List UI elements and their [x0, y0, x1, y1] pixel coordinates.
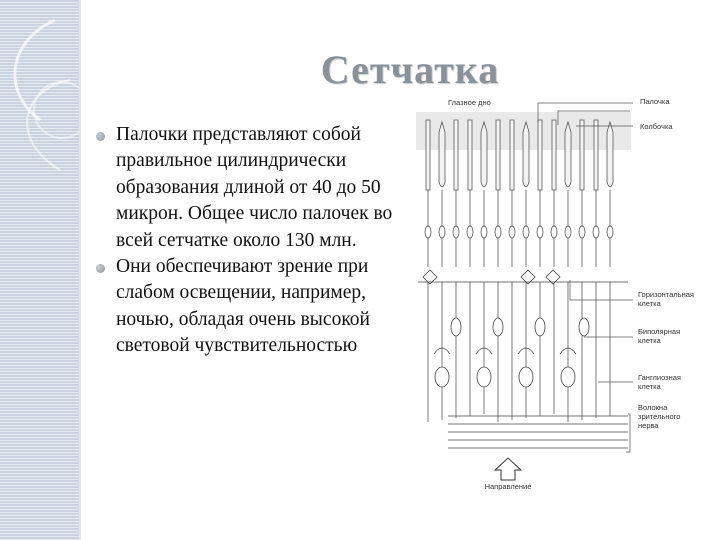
- rod-cell: [510, 120, 514, 190]
- rod-cell: [496, 120, 500, 190]
- cell-nucleus: [537, 226, 543, 238]
- ganglion-cell: [561, 367, 575, 387]
- bullet-item: [96, 254, 396, 360]
- label-fundus: Глазное дно: [448, 98, 491, 107]
- ganglion-cell: [435, 367, 449, 387]
- slide-title: Сетчатка: [320, 47, 500, 92]
- label-light-direction: Направление: [484, 482, 532, 491]
- cell-nucleus: [523, 226, 529, 238]
- cell-nucleus: [509, 226, 515, 238]
- sidebar-edge: [79, 0, 81, 540]
- bullet-text: Палочки представляют собой правильное цилиндрически образования длиной от 40 до 50 микрон. Общее число палочек во всей сетчатке около 130 млн.: [116, 124, 393, 251]
- rod-cell: [538, 120, 542, 190]
- bullet-icon: [96, 264, 105, 273]
- label-ganglion-cell-2: клетка: [638, 382, 661, 391]
- bipolar-cell: [451, 318, 461, 336]
- label-horizontal-cell: Горизонтальная: [638, 290, 694, 299]
- cell-nucleus: [425, 226, 431, 238]
- rod-cell: [580, 120, 584, 190]
- bullet-list: [96, 122, 396, 360]
- sidebar-swirl: [0, 0, 79, 540]
- bullet-item: [96, 122, 396, 254]
- label-nerve-fibers: Волокна: [638, 403, 668, 412]
- bullet-text: Они обеспечивают зрение при слабом освещении, например, ночью, обладая очень высокой световой чувствительностью: [116, 256, 370, 357]
- cell-nucleus: [495, 226, 501, 238]
- cell-nucleus: [551, 226, 557, 238]
- cone-cell: [607, 122, 613, 187]
- light-direction-arrow-icon: [495, 458, 521, 480]
- cone-cell: [523, 122, 529, 187]
- rod-cell: [468, 120, 472, 190]
- cone-cell: [439, 122, 445, 187]
- cell-nucleus: [453, 226, 459, 238]
- rod-cell: [454, 120, 458, 190]
- bullet-icon: [96, 132, 105, 141]
- ganglion-cell: [519, 367, 533, 387]
- cone-cell: [565, 122, 571, 187]
- cell-nucleus: [607, 226, 613, 238]
- rod-cell: [426, 120, 430, 190]
- label-nerve-fibers-2: зрительного: [638, 412, 681, 421]
- cell-nucleus: [579, 226, 585, 238]
- photoreceptor-cells: [423, 120, 613, 422]
- cone-cell: [481, 122, 487, 187]
- cell-nucleus: [481, 226, 487, 238]
- cell-nucleus: [565, 226, 571, 238]
- sidebar-decoration: [0, 0, 79, 540]
- bipolar-cell: [535, 318, 545, 336]
- label-rod: Палочка: [640, 97, 670, 106]
- cell-nucleus: [467, 226, 473, 238]
- label-cone: Колбочка: [640, 122, 673, 131]
- bipolar-cell: [493, 318, 503, 336]
- label-bipolar-cell: Биполярная: [638, 327, 681, 336]
- label-nerve-fibers-3: нерва: [638, 421, 659, 430]
- connector-lines: [418, 282, 628, 448]
- rod-cell: [594, 120, 598, 190]
- bipolar-cell: [579, 318, 589, 336]
- ganglion-cell: [477, 367, 491, 387]
- retina-diagram: [408, 92, 708, 492]
- cell-nucleus: [439, 226, 445, 238]
- label-horizontal-cell-2: клетка: [638, 299, 661, 308]
- cell-nucleus: [593, 226, 599, 238]
- rod-cell: [552, 120, 556, 190]
- label-ganglion-cell: Ганглиозная: [638, 373, 681, 382]
- label-bipolar-cell-2: клетка: [638, 336, 661, 345]
